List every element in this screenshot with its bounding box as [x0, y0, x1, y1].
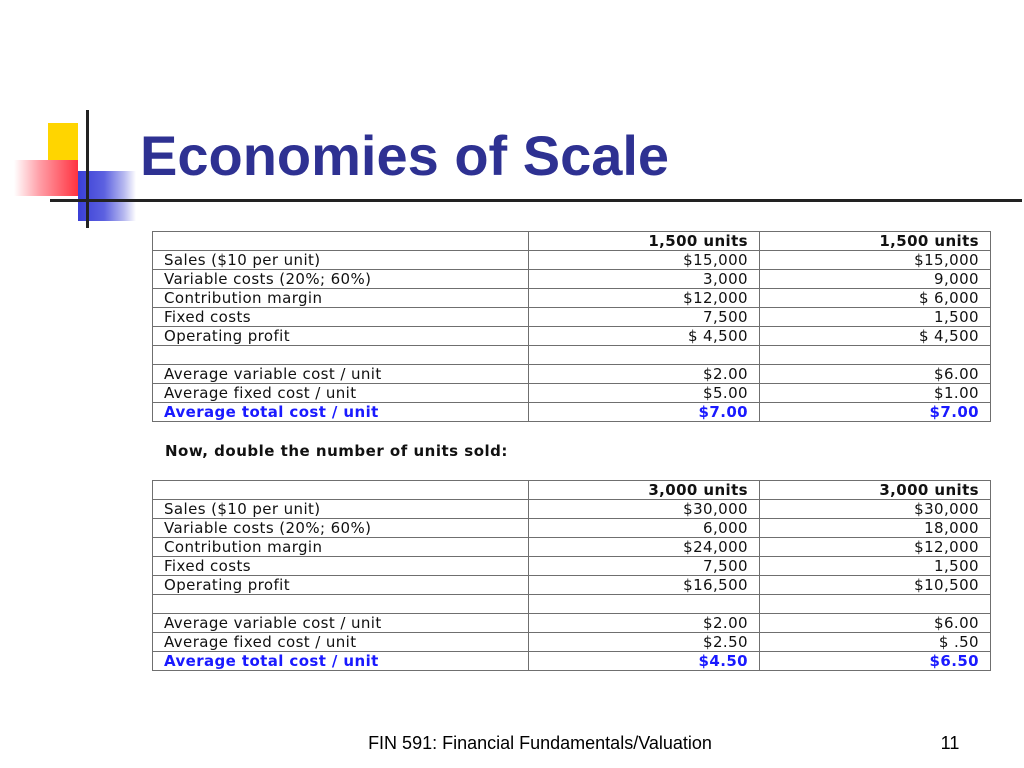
- row-value-a: $30,000: [529, 500, 760, 519]
- table-row: [153, 251, 991, 270]
- row-value-a: $7.00: [529, 403, 760, 422]
- row-value-a: $16,500: [529, 576, 760, 595]
- row-label: Fixed costs: [153, 308, 529, 327]
- row-value-a: 7,500: [529, 557, 760, 576]
- row-label: [153, 595, 529, 614]
- row-label: Fixed costs: [153, 557, 529, 576]
- row-value-b: $10,500: [760, 576, 991, 595]
- header-cell-scenario-a: 1,500 units: [529, 232, 760, 251]
- row-value-b: 1,500: [760, 308, 991, 327]
- row-value-b: $12,000: [760, 538, 991, 557]
- row-value-a: $ 4,500: [529, 327, 760, 346]
- title-decoration-vertical-line: [86, 110, 89, 228]
- row-value-a: $2.50: [529, 633, 760, 652]
- row-value-b: 9,000: [760, 270, 991, 289]
- header-cell-label: [153, 481, 529, 500]
- row-value-b: $7.00: [760, 403, 991, 422]
- row-label: Average total cost / unit: [153, 403, 529, 422]
- row-value-b: $1.00: [760, 384, 991, 403]
- row-value-a: [529, 595, 760, 614]
- row-label: Variable costs (20%; 60%): [153, 519, 529, 538]
- title-decoration-red-bar: [14, 160, 78, 196]
- row-label: Variable costs (20%; 60%): [153, 270, 529, 289]
- row-label: Operating profit: [153, 576, 529, 595]
- row-label: Operating profit: [153, 327, 529, 346]
- table-header-row: [153, 481, 991, 500]
- row-value-b: 18,000: [760, 519, 991, 538]
- row-value-b: $ .50: [760, 633, 991, 652]
- table-row: [153, 500, 991, 519]
- row-value-a: $12,000: [529, 289, 760, 308]
- row-label: Average fixed cost / unit: [153, 384, 529, 403]
- table-row: [153, 327, 991, 346]
- row-value-b: $6.50: [760, 652, 991, 671]
- row-value-b: [760, 346, 991, 365]
- section-subheading: Now, double the number of units sold:: [165, 442, 508, 460]
- row-value-a: [529, 346, 760, 365]
- row-value-b: 1,500: [760, 557, 991, 576]
- row-value-b: $30,000: [760, 500, 991, 519]
- row-value-a: $15,000: [529, 251, 760, 270]
- table-row: [153, 614, 991, 633]
- row-value-a: 6,000: [529, 519, 760, 538]
- row-label: Sales ($10 per unit): [153, 500, 529, 519]
- table-row: [153, 308, 991, 327]
- row-label: Average variable cost / unit: [153, 614, 529, 633]
- row-label: Average variable cost / unit: [153, 365, 529, 384]
- slide-footer: FIN 591: Financial Fundamentals/Valuation: [368, 733, 712, 753]
- row-label: Contribution margin: [153, 289, 529, 308]
- row-label: Average fixed cost / unit: [153, 633, 529, 652]
- table-row-spacer: [153, 595, 991, 614]
- row-value-a: $24,000: [529, 538, 760, 557]
- table-row: [153, 270, 991, 289]
- table-row-spacer: [153, 346, 991, 365]
- header-cell-scenario-b: 1,500 units: [760, 232, 991, 251]
- row-value-b: $ 6,000: [760, 289, 991, 308]
- header-cell-label: [153, 232, 529, 251]
- table-row: [153, 519, 991, 538]
- table-row-total: [153, 652, 991, 671]
- table-row: [153, 384, 991, 403]
- table-row: [153, 576, 991, 595]
- row-value-a: 3,000: [529, 270, 760, 289]
- table-row: [153, 557, 991, 576]
- header-cell-scenario-a: 3,000 units: [529, 481, 760, 500]
- cost-table-3000-units: [152, 480, 991, 671]
- row-label: Contribution margin: [153, 538, 529, 557]
- table-row: [153, 365, 991, 384]
- table-header-row: [153, 232, 991, 251]
- row-value-a: $2.00: [529, 614, 760, 633]
- table-row: [153, 289, 991, 308]
- row-value-a: $4.50: [529, 652, 760, 671]
- table-row: [153, 633, 991, 652]
- row-value-b: $6.00: [760, 614, 991, 633]
- row-value-b: [760, 595, 991, 614]
- header-cell-scenario-b: 3,000 units: [760, 481, 991, 500]
- row-value-a: $2.00: [529, 365, 760, 384]
- title-decoration-yellow-square: [48, 123, 78, 163]
- row-value-b: $ 4,500: [760, 327, 991, 346]
- title-underline: [50, 199, 1022, 202]
- row-label: Average total cost / unit: [153, 652, 529, 671]
- cost-table-1500-units: [152, 231, 991, 422]
- row-value-b: $6.00: [760, 365, 991, 384]
- row-value-a: $5.00: [529, 384, 760, 403]
- row-value-a: 7,500: [529, 308, 760, 327]
- table-row: [153, 538, 991, 557]
- slide-title: Economies of Scale: [140, 124, 670, 187]
- table-row-total: [153, 403, 991, 422]
- row-label: [153, 346, 529, 365]
- row-value-b: $15,000: [760, 251, 991, 270]
- page-number: 11: [940, 733, 960, 753]
- row-label: Sales ($10 per unit): [153, 251, 529, 270]
